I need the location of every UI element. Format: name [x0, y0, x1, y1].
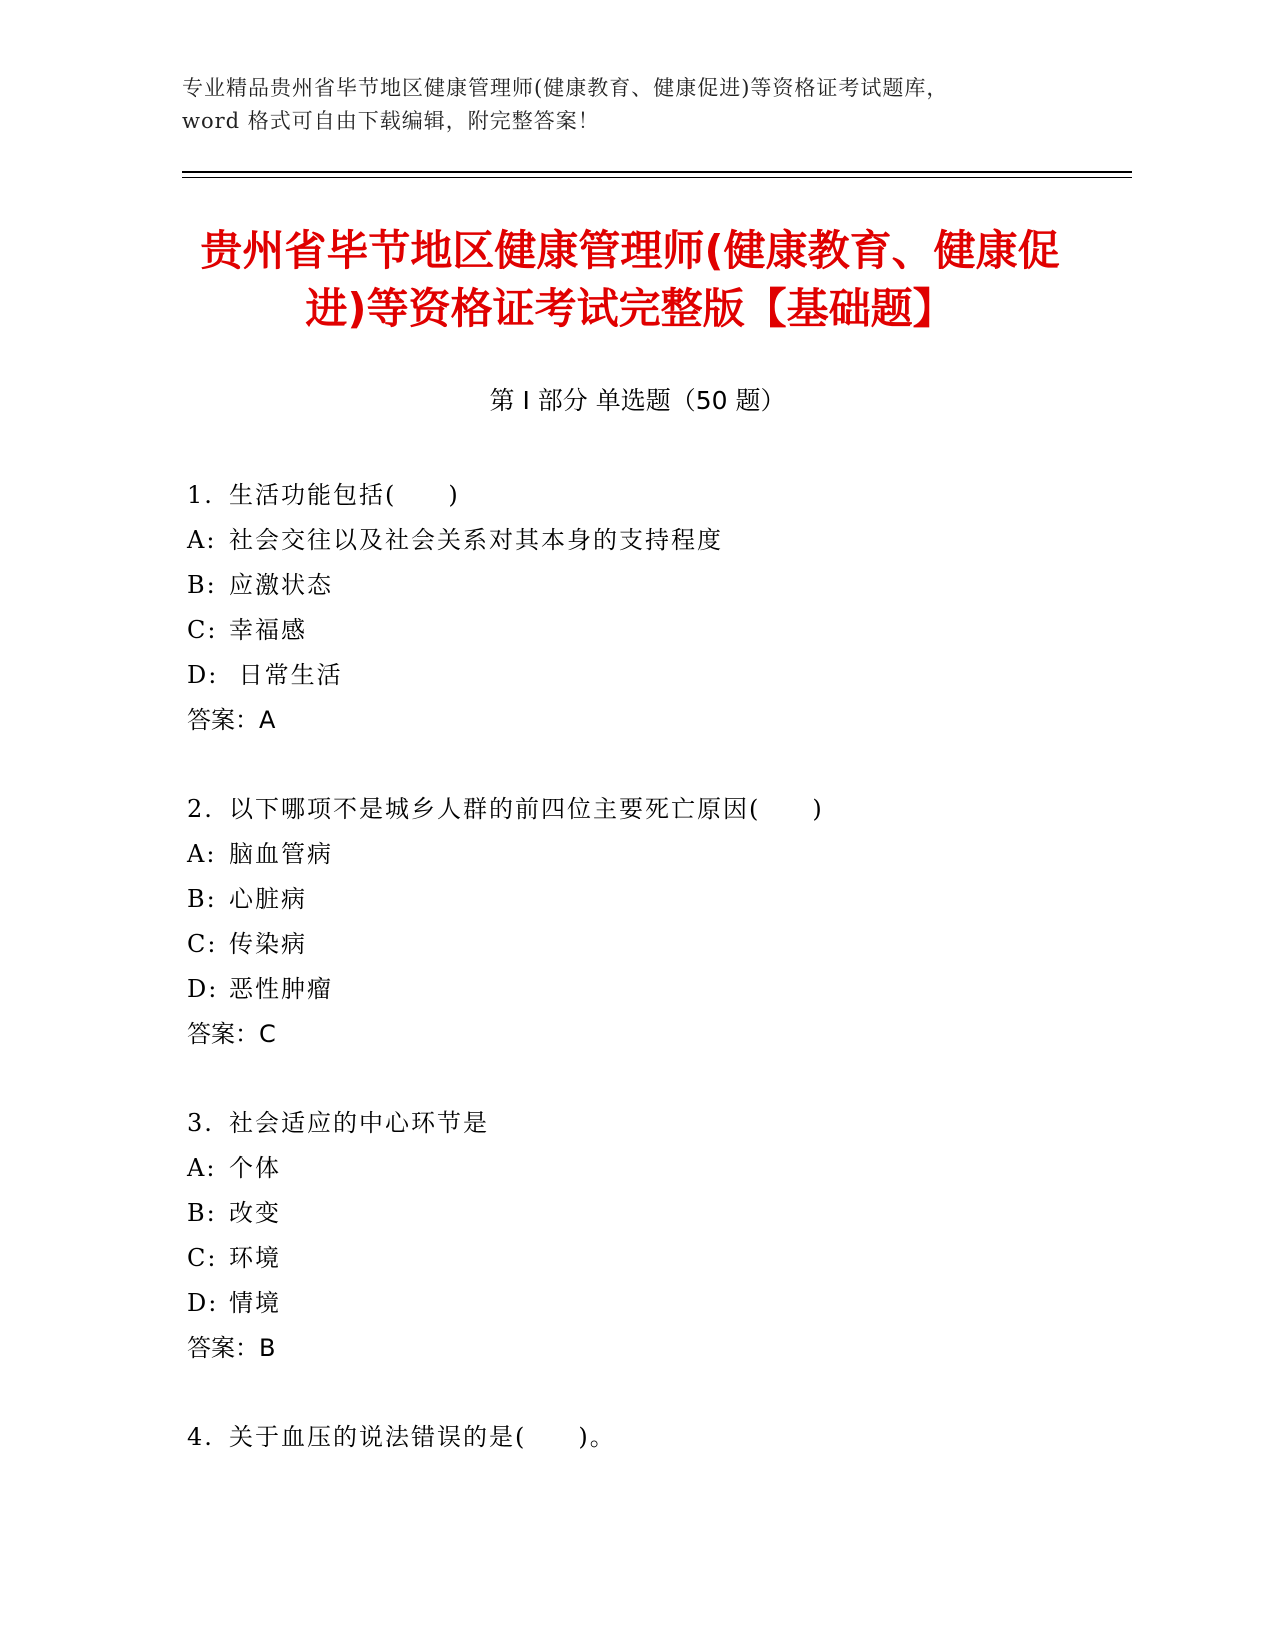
option-text: 改变: [229, 1199, 281, 1227]
option-c: [187, 1236, 1087, 1281]
document-title: 贵州省毕节地区健康管理师(健康教育、健康促进)等资格证考试完整版【基础题】: [200, 226, 1060, 333]
question-text: 生活功能包括( ): [229, 481, 460, 509]
question-number: 3.: [187, 1109, 214, 1137]
option-a: [187, 518, 1087, 563]
option-text: 应激状态: [229, 571, 333, 599]
option-text: 恶性肿瘤: [229, 975, 333, 1003]
option-key: C:: [187, 930, 218, 958]
question-stem: [187, 473, 1087, 518]
question-number: 4.: [187, 1423, 214, 1451]
option-a: [187, 1146, 1087, 1191]
header-line-1: 专业精品贵州省毕节地区健康管理师(健康教育、健康促进)等资格证考试题库，: [182, 76, 949, 100]
question-list: [187, 473, 1087, 1504]
option-d: [187, 653, 1087, 698]
question-stem: [187, 787, 1087, 832]
question-item: [187, 787, 1087, 1057]
option-key: A:: [187, 1154, 217, 1182]
option-text: 情境: [229, 1289, 281, 1317]
answer-line: 答案：B: [187, 1334, 276, 1362]
question-text: 以下哪项不是城乡人群的前四位主要死亡原因( ): [229, 795, 824, 823]
option-key: D:: [187, 1289, 219, 1317]
option-text: 日常生活: [229, 661, 343, 689]
option-text: 脑血管病: [229, 840, 333, 868]
option-key: A:: [187, 840, 217, 868]
option-b: [187, 877, 1087, 922]
header-line-2: word 格式可自由下载编辑，附完整答案！: [182, 109, 600, 133]
question-text: 关于血压的说法错误的是( )。: [229, 1423, 616, 1451]
answer-line: 答案：A: [187, 706, 276, 734]
option-key: C:: [187, 616, 218, 644]
answer-line: 答案：C: [187, 1020, 276, 1048]
question-number: 2.: [187, 795, 214, 823]
option-text: 社会交往以及社会关系对其本身的支持程度: [229, 526, 723, 554]
header-divider-thin: [182, 177, 1132, 178]
header-divider-thick: [182, 171, 1132, 173]
header-note: [182, 72, 1062, 138]
option-text: 个体: [229, 1154, 281, 1182]
option-b: [187, 1191, 1087, 1236]
question-text: 社会适应的中心环节是: [229, 1109, 489, 1137]
option-d: [187, 1281, 1087, 1326]
question-stem: [187, 1101, 1087, 1146]
option-text: 幸福感: [229, 616, 307, 644]
option-text: 心脏病: [229, 885, 307, 913]
option-key: A:: [187, 526, 217, 554]
option-d: [187, 967, 1087, 1012]
question-stem: [187, 1415, 1087, 1460]
option-c: [187, 608, 1087, 653]
option-key: D:: [187, 661, 219, 689]
option-key: C:: [187, 1244, 218, 1272]
option-text: 传染病: [229, 930, 307, 958]
option-key: B:: [187, 1199, 217, 1227]
option-text: 环境: [229, 1244, 281, 1272]
option-c: [187, 922, 1087, 967]
option-key: D:: [187, 975, 219, 1003]
question-number: 1.: [187, 481, 214, 509]
option-key: B:: [187, 885, 217, 913]
question-item: [187, 1415, 1087, 1460]
section-title: 第 I 部分 单选题（50 题）: [489, 386, 786, 415]
option-key: B:: [187, 571, 217, 599]
option-b: [187, 563, 1087, 608]
question-item: [187, 1101, 1087, 1371]
question-item: [187, 473, 1087, 743]
option-a: [187, 832, 1087, 877]
